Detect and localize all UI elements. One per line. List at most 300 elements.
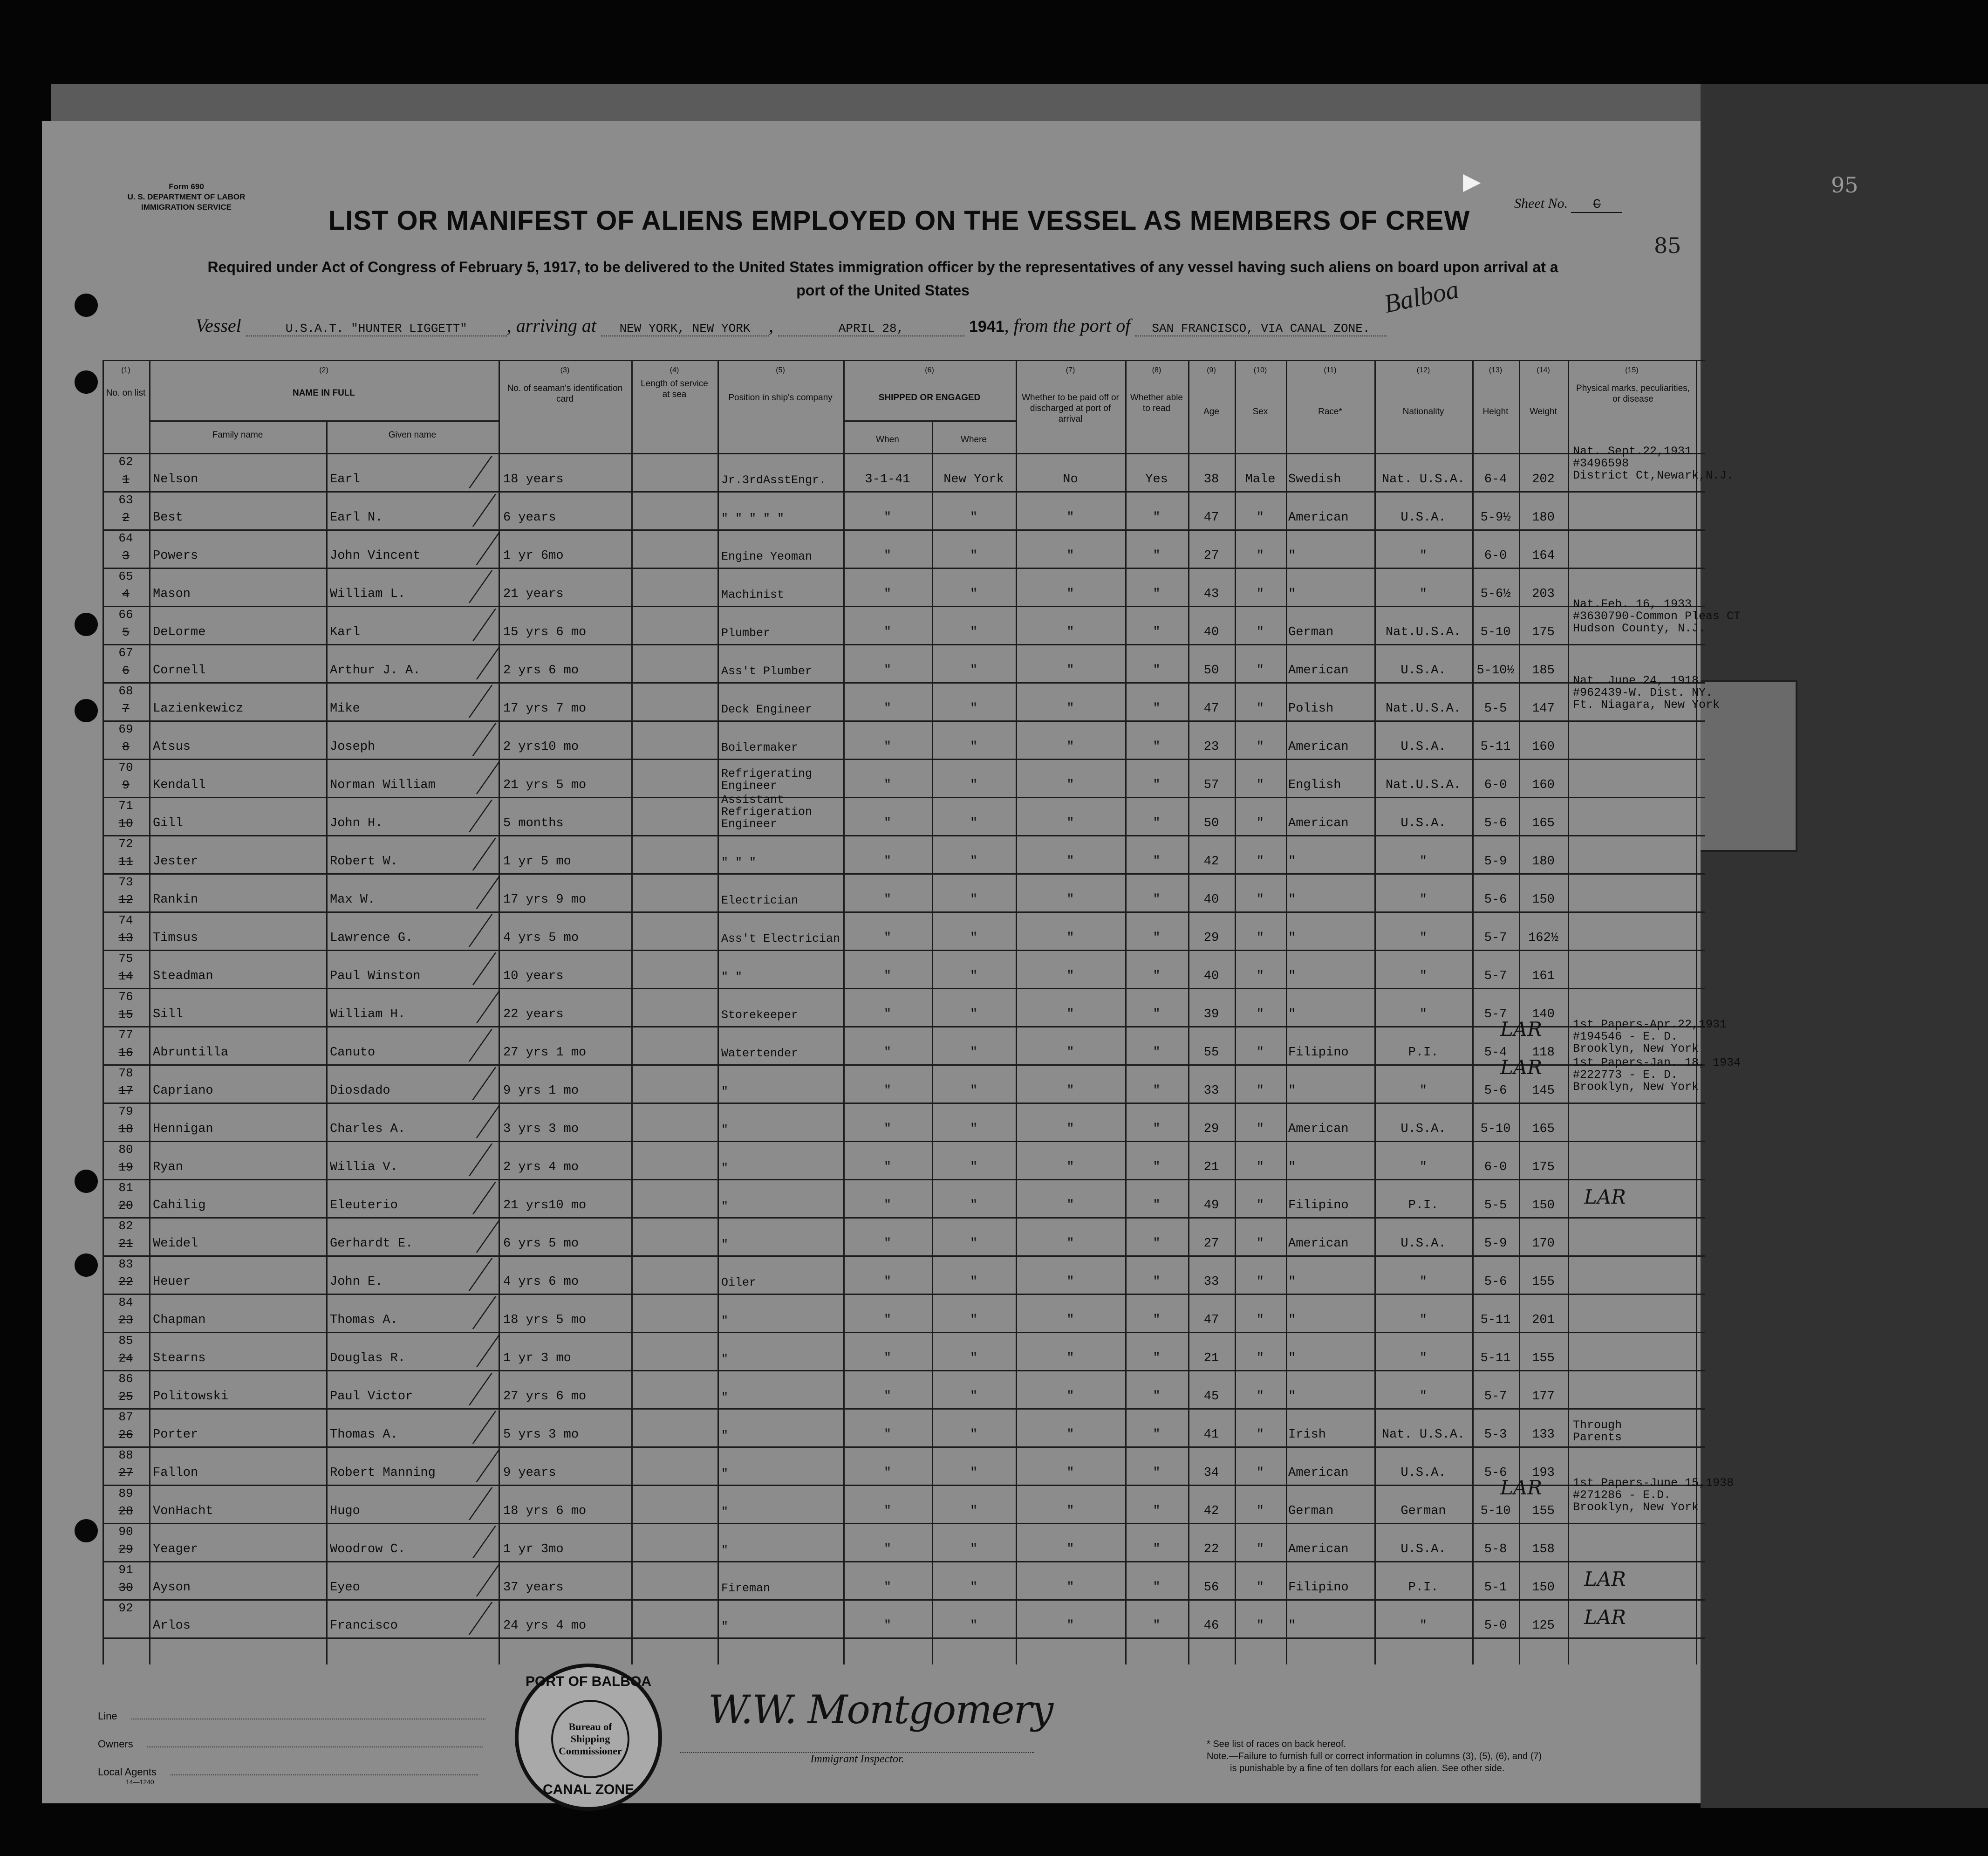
given-name-cell: Eleuterio: [330, 1199, 398, 1212]
service-length-cell: 22 years: [503, 1007, 564, 1021]
paid-off-cell: ": [1066, 1428, 1074, 1442]
race-cell: Filipino: [1288, 1046, 1349, 1060]
row-number-cell: [102, 950, 149, 988]
col-number: (13): [1489, 366, 1503, 374]
col-number: (11): [1324, 366, 1337, 374]
row-original-number: 25: [118, 1390, 133, 1404]
service-length-cell: 10 years: [503, 969, 564, 983]
age-cell: 34: [1203, 1466, 1219, 1480]
height-cell: 5-6: [1484, 1466, 1507, 1480]
weight-cell: 201: [1532, 1313, 1555, 1327]
col-number: (2): [319, 366, 328, 374]
race-cell: English: [1288, 778, 1341, 792]
sheet-number-label: Sheet No.: [1514, 196, 1568, 211]
header-race: Race*: [1318, 407, 1342, 417]
height-cell: 6-0: [1484, 778, 1507, 792]
table-row: [102, 873, 1705, 911]
family-name-cell: Capriano: [153, 1084, 213, 1098]
nationality-cell: ": [1419, 587, 1428, 601]
shipped-when-cell: ": [883, 969, 892, 983]
table-row: [102, 1217, 1705, 1255]
owners-label: Owners: [98, 1738, 133, 1750]
col-number: (12): [1416, 366, 1430, 374]
service-length-cell: 9 years: [503, 1466, 556, 1480]
weight-cell: 177: [1532, 1390, 1555, 1404]
race-cell: ": [1288, 1619, 1296, 1633]
table-row: [102, 1599, 1705, 1637]
nationality-cell: U.S.A.: [1400, 1237, 1446, 1251]
given-name-cell: John E.: [330, 1275, 383, 1289]
row-original-number: 13: [118, 931, 133, 945]
age-cell: 40: [1203, 969, 1219, 983]
row-original-number: 17: [118, 1084, 133, 1098]
col-number: (15): [1625, 366, 1639, 374]
race-cell: American: [1288, 1122, 1349, 1136]
physical-marks-cell: [1573, 1217, 1750, 1255]
able-to-read-cell: ": [1153, 625, 1161, 639]
able-to-read-cell: ": [1153, 969, 1161, 983]
service-length-cell: 1 yr 6mo: [503, 549, 564, 563]
position-cell: ": [721, 1199, 729, 1213]
sex-cell: ": [1256, 511, 1264, 525]
given-name-cell: Karl: [330, 625, 360, 639]
sex-cell: ": [1256, 1275, 1264, 1289]
age-cell: 29: [1203, 1122, 1219, 1136]
given-name-cell: Eyeo: [330, 1581, 360, 1595]
shipped-when-cell: ": [883, 1351, 892, 1365]
shipped-where-cell: ": [970, 625, 978, 639]
weight-cell: 180: [1532, 855, 1555, 869]
height-cell: 5-1: [1484, 1581, 1507, 1595]
physical-marks-cell: [1573, 676, 1750, 714]
table-row: [102, 988, 1705, 1026]
table-rule: [102, 360, 1705, 361]
given-name-cell: Hugo: [330, 1504, 360, 1518]
able-to-read-cell: ": [1153, 1619, 1161, 1633]
age-cell: 49: [1203, 1199, 1219, 1212]
shipped-when-cell: ": [883, 702, 892, 716]
physical-marks-cell: [1573, 1141, 1750, 1179]
shipped-when-cell: ": [883, 1428, 892, 1442]
service-length-cell: 6 years: [503, 511, 556, 525]
given-name-cell: Arthur J. A.: [330, 664, 421, 678]
position-cell: ": [721, 1314, 729, 1328]
vessel-label: Vessel: [196, 315, 241, 336]
sex-cell: ": [1256, 1542, 1264, 1556]
shipped-where-cell: ": [970, 587, 978, 601]
row-number: 87: [118, 1410, 133, 1424]
position-cell: ": [721, 1390, 729, 1404]
col-number: (1): [121, 366, 130, 374]
height-cell: 5-0: [1484, 1619, 1507, 1633]
paid-off-cell: ": [1066, 1007, 1074, 1021]
shipped-where-cell: ": [970, 1466, 978, 1480]
weight-cell: 160: [1532, 740, 1555, 754]
family-name-cell: Arlos: [153, 1619, 191, 1633]
race-cell: American: [1288, 1466, 1349, 1480]
col-number: (3): [560, 366, 570, 374]
family-name-cell: Steadman: [153, 969, 213, 983]
able-to-read-cell: ": [1153, 1390, 1161, 1404]
row-number: 83: [118, 1257, 133, 1271]
height-cell: 5-11: [1480, 1351, 1511, 1365]
physical-marks-line: Hudson County, N.J.: [1573, 622, 1706, 635]
paid-off-cell: ": [1066, 893, 1074, 907]
age-cell: 55: [1203, 1046, 1219, 1060]
family-name-cell: Hennigan: [153, 1122, 213, 1136]
row-number: 81: [118, 1181, 133, 1195]
shipped-where-cell: ": [970, 1504, 978, 1518]
shipped-when-cell: ": [883, 1122, 892, 1136]
nationality-cell: ": [1419, 893, 1428, 907]
given-name-cell: Lawrence G.: [330, 931, 413, 945]
shipped-when-cell: ": [883, 1084, 892, 1098]
shipped-where-cell: ": [970, 1160, 978, 1174]
row-number: 65: [118, 569, 133, 583]
shipped-where-cell: ": [970, 1313, 978, 1327]
paid-off-cell: ": [1066, 1313, 1074, 1327]
shipped-when-cell: ": [883, 1466, 892, 1480]
shipped-where-cell: ": [970, 1275, 978, 1289]
page-title: LIST OR MANIFEST OF ALIENS EMPLOYED ON THE VESSEL AS MEMBERS OF CREW: [328, 205, 1470, 236]
nationality-cell: ": [1419, 1160, 1428, 1174]
col-number: (4): [669, 366, 679, 374]
sex-cell: ": [1256, 587, 1264, 601]
row-original-number: 18: [118, 1122, 133, 1136]
age-cell: 50: [1203, 664, 1219, 678]
sex-cell: ": [1256, 1351, 1264, 1365]
shipped-where-cell: ": [970, 816, 978, 830]
weight-cell: 150: [1532, 1199, 1555, 1212]
shipped-where-cell: ": [970, 1237, 978, 1251]
physical-marks-line: 1st Papers-Jan. 18, 1934: [1573, 1056, 1741, 1069]
nationality-cell: ": [1419, 1390, 1428, 1404]
table-rule: [149, 420, 499, 422]
age-cell: 45: [1203, 1390, 1219, 1404]
age-cell: 46: [1203, 1619, 1219, 1633]
race-cell: ": [1288, 969, 1296, 983]
shipped-when-cell: ": [883, 1275, 892, 1289]
pencil-page-number: 85: [1654, 233, 1681, 258]
age-cell: 50: [1203, 816, 1219, 830]
row-number: 79: [118, 1104, 133, 1118]
given-name-cell: William H.: [330, 1007, 406, 1021]
height-cell: 5-9½: [1480, 511, 1511, 525]
age-cell: 27: [1203, 1237, 1219, 1251]
paid-off-cell: ": [1066, 1542, 1074, 1556]
nationality-cell: U.S.A.: [1400, 816, 1446, 830]
age-cell: 33: [1203, 1275, 1219, 1289]
nationality-cell: U.S.A.: [1400, 511, 1446, 525]
service-length-cell: 2 yrs10 mo: [503, 740, 579, 754]
header-paid-off: Whether to be paid off or discharged at port of arrival: [1022, 393, 1119, 424]
family-name-cell: Porter: [153, 1428, 198, 1442]
table-row: [102, 1141, 1705, 1179]
family-name-cell: Stearns: [153, 1351, 206, 1365]
given-name-cell: Paul Winston: [330, 969, 421, 983]
height-cell: 5-6: [1484, 1275, 1507, 1289]
row-number-cell: [102, 911, 149, 950]
row-number-cell: [102, 1064, 149, 1103]
family-name-cell: Politowski: [153, 1390, 229, 1404]
physical-marks-cell: [1573, 797, 1750, 835]
row-number-cell: [102, 568, 149, 606]
binder-hole: [75, 370, 98, 394]
row-number-cell: [102, 873, 149, 911]
weight-cell: 170: [1532, 1237, 1555, 1251]
position-cell: Ass't Plumber: [721, 664, 813, 678]
paid-off-cell: ": [1066, 1046, 1074, 1060]
row-original-number: 15: [118, 1007, 133, 1021]
footnote: [1207, 1738, 1696, 1774]
subtitle-line-1: Required under Act of Congress of February 5, 1917, to be delivered to the United States immigration officer by the representatives of any vessel having such aliens on board upon arrival at a: [207, 259, 1558, 275]
row-original-number: 10: [118, 816, 133, 830]
form-number: Form 690: [169, 182, 204, 191]
physical-marks-cell: [1573, 1478, 1750, 1516]
weight-cell: 165: [1532, 816, 1555, 830]
race-cell: Filipino: [1288, 1581, 1349, 1595]
able-to-read-cell: Yes: [1145, 473, 1168, 486]
nationality-cell: ": [1419, 931, 1428, 945]
service-length-cell: 18 yrs 5 mo: [503, 1313, 587, 1327]
service-length-cell: 17 yrs 9 mo: [503, 893, 587, 907]
position-cell: Ass't Electrician: [721, 932, 840, 945]
row-number-cell: [102, 1294, 149, 1332]
table-row: [102, 1179, 1705, 1217]
sex-cell: ": [1256, 702, 1264, 716]
position-cell: " " ": [721, 856, 757, 869]
given-name-cell: Earl: [330, 473, 360, 486]
shipped-when-cell: ": [883, 740, 892, 754]
sex-cell: ": [1256, 1237, 1264, 1251]
service-length-cell: 9 yrs 1 mo: [503, 1084, 579, 1098]
sex-cell: ": [1256, 740, 1264, 754]
form-number-block: [107, 182, 266, 212]
sex-cell: ": [1256, 1581, 1264, 1595]
row-number: 67: [118, 646, 133, 660]
race-cell: ": [1288, 1084, 1296, 1098]
given-name-cell: Thomas A.: [330, 1428, 398, 1442]
sex-cell: ": [1256, 816, 1264, 830]
row-number-cell: [102, 1599, 149, 1637]
row-number-cell: [102, 835, 149, 873]
position-cell: ": [721, 1505, 729, 1519]
paid-off-cell: ": [1066, 740, 1074, 754]
col-number: (5): [776, 366, 785, 374]
race-cell: ": [1288, 1390, 1296, 1404]
physical-marks-cell: [1573, 1523, 1750, 1561]
header-position: Position in ship's company: [728, 393, 833, 403]
row-original-number: 11: [118, 855, 133, 869]
shipped-where-cell: ": [970, 1084, 978, 1098]
shipped-when-cell: ": [883, 1199, 892, 1212]
position-cell: ": [721, 1467, 729, 1480]
age-cell: 40: [1203, 625, 1219, 639]
position-cell: Storekeeper: [721, 1008, 799, 1022]
row-original-number: 16: [118, 1046, 133, 1060]
height-cell: 6-0: [1484, 549, 1507, 563]
position-cell: ": [721, 1085, 729, 1098]
header-length-service: Length of service at sea: [641, 379, 708, 399]
shipped-when-cell: ": [883, 664, 892, 678]
table-row: [102, 529, 1705, 568]
shipped-when-cell: ": [883, 1313, 892, 1327]
family-name-cell: Ayson: [153, 1581, 191, 1595]
vessel-name: U.S.A.T. "HUNTER LIGGETT": [246, 322, 507, 336]
able-to-read-cell: ": [1153, 931, 1161, 945]
shipped-where-cell: ": [970, 1007, 978, 1021]
row-number: 84: [118, 1295, 133, 1309]
family-name-cell: Chapman: [153, 1313, 206, 1327]
corner-mark: ▶: [1463, 168, 1481, 194]
handwritten-annotation: LAR: [1584, 1185, 1626, 1208]
race-cell: Filipino: [1288, 1199, 1349, 1212]
row-number-cell: [102, 1332, 149, 1370]
height-cell: 5-6½: [1480, 587, 1511, 601]
nationality-cell: U.S.A.: [1400, 1542, 1446, 1556]
departure-port: SAN FRANCISCO, VIA CANAL ZONE.: [1135, 322, 1387, 336]
nationality-cell: ": [1419, 1084, 1428, 1098]
shipped-when-cell: 3-1-41: [865, 473, 910, 486]
position-cell: Engine Yeoman: [721, 550, 813, 563]
given-name-cell: Gerhardt E.: [330, 1237, 413, 1251]
header-physical-marks: Physical marks, peculiarities, or disease: [1576, 384, 1690, 404]
service-length-cell: 4 yrs 6 mo: [503, 1275, 579, 1289]
row-original-number: 23: [118, 1313, 133, 1327]
service-name: IMMIGRATION SERVICE: [141, 203, 232, 212]
given-name-cell: Robert W.: [330, 855, 398, 869]
port-seal: [515, 1664, 662, 1811]
row-original-number: 7: [122, 702, 130, 716]
paid-off-cell: ": [1066, 1390, 1074, 1404]
height-cell: 5-9: [1484, 855, 1507, 869]
physical-marks-line: Nat.Feb. 16, 1933: [1573, 597, 1692, 611]
paid-off-cell: No: [1063, 473, 1078, 486]
shipped-where-cell: ": [970, 931, 978, 945]
row-original-number: 12: [118, 893, 133, 907]
header-sex: Sex: [1252, 407, 1268, 417]
given-name-cell: Francisco: [330, 1619, 398, 1633]
service-length-cell: 1 yr 3mo: [503, 1542, 564, 1556]
table-rule: [102, 1637, 1705, 1639]
physical-marks-cell: [1573, 599, 1750, 637]
table-row: [102, 1255, 1705, 1294]
header-name-in-full: NAME IN FULL: [292, 388, 355, 398]
paid-off-cell: ": [1066, 1084, 1074, 1098]
table-row: [102, 1561, 1705, 1599]
table-row: [102, 1523, 1705, 1561]
nationality-cell: German: [1400, 1504, 1446, 1518]
weight-cell: 160: [1532, 778, 1555, 792]
service-length-cell: 5 yrs 3 mo: [503, 1428, 579, 1442]
service-length-cell: 6 yrs 5 mo: [503, 1237, 579, 1251]
physical-marks-line: #3496598: [1573, 457, 1629, 470]
weight-cell: 140: [1532, 1007, 1555, 1021]
row-number-cell: [102, 1370, 149, 1408]
position-cell: Plumber: [721, 626, 771, 640]
physical-marks-line: #962439-W. Dist. NY.: [1573, 686, 1713, 699]
row-number: 90: [118, 1525, 133, 1539]
shipped-when-cell: ": [883, 1542, 892, 1556]
able-to-read-cell: ": [1153, 1237, 1161, 1251]
weight-cell: 164: [1532, 549, 1555, 563]
given-name-cell: Paul Victor: [330, 1390, 413, 1404]
shipped-when-cell: ": [883, 1046, 892, 1060]
owners-blank: [147, 1746, 483, 1747]
paid-off-cell: ": [1066, 1466, 1074, 1480]
position-cell: ": [721, 1238, 729, 1251]
given-name-cell: Douglas R.: [330, 1351, 406, 1365]
table-row: [102, 1332, 1705, 1370]
manifest-table: [102, 360, 1741, 1664]
sex-cell: ": [1256, 969, 1264, 983]
seal-inner-text: Bureau of Shipping Commissioner: [551, 1700, 629, 1778]
physical-marks-cell: [1573, 1020, 1750, 1058]
family-name-cell: Powers: [153, 549, 198, 563]
physical-marks-cell: [1573, 1058, 1750, 1096]
sex-cell: ": [1256, 1084, 1264, 1098]
height-cell: 5-7: [1484, 969, 1507, 983]
shipped-when-cell: ": [883, 855, 892, 869]
able-to-read-cell: ": [1153, 855, 1161, 869]
nationality-cell: U.S.A.: [1400, 740, 1446, 754]
given-name-cell: William L.: [330, 587, 406, 601]
table-row: [102, 644, 1705, 682]
weight-cell: 193: [1532, 1466, 1555, 1480]
race-cell: German: [1288, 625, 1334, 639]
family-name-cell: Lazienkewicz: [153, 702, 244, 716]
paid-off-cell: ": [1066, 855, 1074, 869]
table-row: [102, 1476, 1734, 1523]
family-name-cell: Ryan: [153, 1160, 183, 1174]
service-length-cell: 18 yrs 6 mo: [503, 1504, 587, 1518]
physical-marks-cell: [1573, 720, 1750, 759]
family-name-cell: Weidel: [153, 1237, 198, 1251]
arriving-port: NEW YORK, NEW YORK: [601, 322, 769, 336]
row-number-cell: [102, 1179, 149, 1217]
nationality-cell: P.I.: [1408, 1581, 1439, 1595]
height-cell: 5-6: [1484, 1084, 1507, 1098]
row-number-cell: [102, 1446, 149, 1485]
weight-cell: 180: [1532, 511, 1555, 525]
race-cell: American: [1288, 664, 1349, 678]
shipped-when-cell: ": [883, 778, 892, 792]
able-to-read-cell: ": [1153, 778, 1161, 792]
family-name-cell: Nelson: [153, 473, 198, 486]
row-number: 86: [118, 1372, 133, 1386]
adjacent-page-number: 95: [1831, 172, 1858, 198]
weight-cell: 185: [1532, 664, 1555, 678]
col-number: (14): [1537, 366, 1550, 374]
able-to-read-cell: ": [1153, 1313, 1161, 1327]
row-number: 74: [118, 913, 133, 927]
owners-field: [98, 1738, 483, 1750]
able-to-read-cell: ": [1153, 1007, 1161, 1021]
paid-off-cell: ": [1066, 1160, 1074, 1174]
row-original-number: 3: [122, 549, 130, 563]
paid-off-cell: ": [1066, 1199, 1074, 1212]
table-row: [102, 568, 1705, 606]
weight-cell: 161: [1532, 969, 1555, 983]
from-label: , from the port of: [1004, 315, 1131, 336]
physical-marks-cell: [1573, 911, 1750, 950]
able-to-read-cell: ": [1153, 1122, 1161, 1136]
weight-cell: 155: [1532, 1275, 1555, 1289]
nationality-cell: Nat. U.S.A.: [1381, 1428, 1465, 1442]
able-to-read-cell: ": [1153, 740, 1161, 754]
physical-marks-line: Ft. Niagara, New York: [1573, 698, 1720, 712]
physical-marks-line: Brooklyn, New York: [1573, 1080, 1699, 1094]
